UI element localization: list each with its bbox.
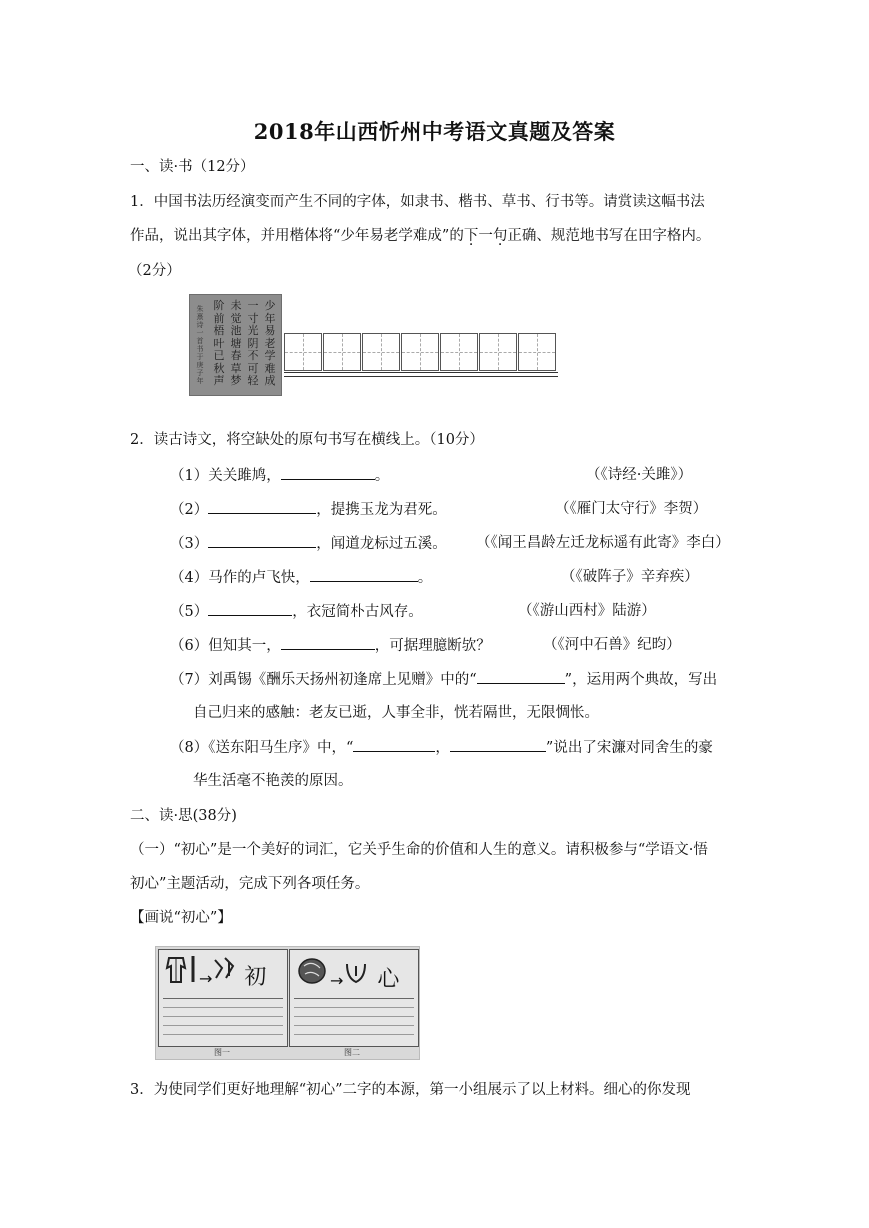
callig-col-3: 未 觉 池 塘 春 草 梦: [230, 299, 242, 387]
q2-item-6: [170, 635, 491, 656]
q2-item-5-source: （《游山西村》陆游）: [518, 603, 656, 619]
page-title: 2018年山西忻州中考语文真题及答案: [253, 119, 616, 144]
chu-evolution: [163, 954, 283, 994]
item-number: （3）: [170, 536, 209, 552]
q1-line2: [130, 226, 710, 246]
section2-heading: 二、读·思(38分): [130, 808, 237, 824]
figure-panel-xin: [289, 949, 419, 1047]
q2-item-4: [170, 567, 432, 588]
section1-heading: 一、读·书（12分）: [130, 159, 255, 175]
clothing-icon: [163, 954, 189, 998]
item-post-text: ，提携玉龙为君死。: [316, 502, 447, 518]
q2-item-1: [170, 465, 389, 486]
item-pre-text: 马作的卢飞快，: [208, 570, 310, 586]
grid-cell[interactable]: [284, 333, 322, 371]
q2-item-7-cont: 自己归来的感触：老友已逝，人事全非，恍若隔世，无限惆怅。: [193, 705, 599, 721]
answer-blank[interactable]: [310, 567, 418, 582]
knife-icon: [189, 954, 199, 998]
q2-item-2: [170, 499, 447, 520]
callig-col-2: 一 寸 光 阴 不 可 轻: [247, 299, 259, 387]
grid-cell[interactable]: [479, 333, 517, 371]
figure-notes: [163, 998, 283, 1043]
arrow-icon: →: [330, 971, 344, 990]
grid-cell[interactable]: [362, 333, 400, 371]
q2-intro: 2．读古诗文，将空缺处的原句书写在横线上。（10分）: [130, 432, 484, 448]
chu-character: 初: [244, 965, 267, 990]
grid-cell[interactable]: [401, 333, 439, 371]
q2-item-6-source: （《河中石兽》纪昀）: [543, 637, 681, 653]
item-mid-text: ，: [435, 740, 450, 756]
q1-points: （2分）: [128, 263, 181, 279]
q2-item-2-source: （《雁门太守行》李贺）: [555, 501, 708, 517]
ancient-chu-glyph-icon: [212, 954, 238, 998]
answer-blank[interactable]: [208, 499, 316, 514]
item-post-text: ”说出了宋濂对同舍生的豪: [545, 740, 713, 756]
q2-item-7: [170, 669, 717, 690]
answer-blank[interactable]: [281, 635, 375, 650]
grid-cell[interactable]: [518, 333, 556, 371]
callig-col-1: 少 年 易 老 学 难 成: [264, 299, 276, 387]
item-pre-text: 刘禹锡《酬乐天扬州初逢席上见赠》中的“: [208, 672, 477, 688]
item-number: （6）: [170, 638, 209, 654]
q1-line2-pre: 作品，说出其字体，并用楷体将“少年易老学难成”的: [130, 228, 464, 244]
item-pre-text: 关关雎鸠，: [208, 468, 281, 484]
calligraphy-image: [189, 294, 282, 396]
section2-para-1: （一）“初心”是一个美好的词汇，它关乎生命的价值和人生的意义。请积极参与“学语文·悟: [130, 842, 708, 858]
item-post-text: 。: [417, 570, 433, 586]
answer-blank[interactable]: [353, 737, 435, 752]
grid-cell[interactable]: [440, 333, 478, 371]
q1-line2-mid: 一: [478, 228, 493, 244]
grid-baseline: [284, 372, 558, 373]
heart-organ-icon: [294, 954, 330, 1000]
answer-blank[interactable]: [208, 601, 292, 616]
item-number: （7）: [170, 672, 209, 688]
q3-text: 3．为使同学们更好地理解“初心”二字的本源，第一小组展示了以上材料。细心的你发现: [130, 1082, 691, 1098]
item-number: （2）: [170, 502, 209, 518]
answer-blank[interactable]: [450, 737, 546, 752]
figure-notes: [294, 998, 414, 1043]
chuxin-figure: [155, 946, 420, 1060]
item-post-text: ，闻道龙标过五溪。: [316, 536, 447, 552]
q2-item-5: [170, 601, 423, 622]
item-post-text: ，衣冠简朴古风存。: [292, 604, 423, 620]
q1-line2-post: 正确、规范地书写在田字格内。: [507, 228, 711, 244]
answer-blank[interactable]: [208, 533, 316, 548]
figure-caption-right: 图二: [344, 1048, 360, 1057]
item-post-text: ，可据理臆断欤？: [374, 638, 491, 654]
item-post-text: ”，运用两个典故，写出: [564, 672, 718, 688]
section2-subheading: 【画说“初心”】: [130, 910, 232, 926]
q2-item-8-cont: 华生活毫不艳羡的原因。: [193, 773, 353, 789]
grid-baseline: [284, 376, 558, 377]
item-pre-text: 但知其一，: [208, 638, 281, 654]
figure-panel-chu: [158, 949, 288, 1047]
emphasis-char-1: 下: [463, 228, 479, 244]
q2-item-3: [170, 533, 447, 554]
xin-character: 心: [377, 967, 400, 992]
q2-item-1-source: （《诗经·关雎》）: [586, 467, 693, 483]
q1-line1: 1．中国书法历经演变而产生不同的字体，如隶书、楷书、草书、行书等。请赏读这幅书法: [130, 194, 705, 210]
q2-item-3-source: （《闻王昌龄左迁龙标遥有此寄》李白）: [476, 535, 730, 551]
item-number: （5）: [170, 604, 209, 620]
answer-blank[interactable]: [281, 465, 375, 480]
q2-item-8: [170, 737, 713, 758]
item-post-text: 。: [374, 468, 390, 484]
writing-grid[interactable]: [284, 333, 558, 375]
item-number: （4）: [170, 570, 209, 586]
item-pre-text: 《送东阳马生序》中，“: [208, 740, 354, 756]
item-number: （8）: [170, 740, 209, 756]
item-number: （1）: [170, 468, 209, 484]
answer-blank[interactable]: [477, 669, 565, 684]
section2-para-2: 初心”主题活动，完成下列各项任务。: [130, 876, 370, 892]
q2-item-4-source: （《破阵子》辛弃疾）: [561, 569, 699, 585]
callig-col-4: 阶 前 梧 叶 已 秋 声: [213, 299, 225, 387]
emphasis-char-2: 句: [492, 228, 508, 244]
ancient-xin-glyph-icon: [343, 956, 371, 1000]
figure-caption-left: 图一: [214, 1048, 230, 1057]
xin-evolution: [294, 954, 414, 994]
grid-cell[interactable]: [323, 333, 361, 371]
arrow-icon: →: [199, 969, 213, 988]
callig-inscription: 朱 熹 诗 一 首 书 于 庚 子 年: [196, 305, 204, 385]
